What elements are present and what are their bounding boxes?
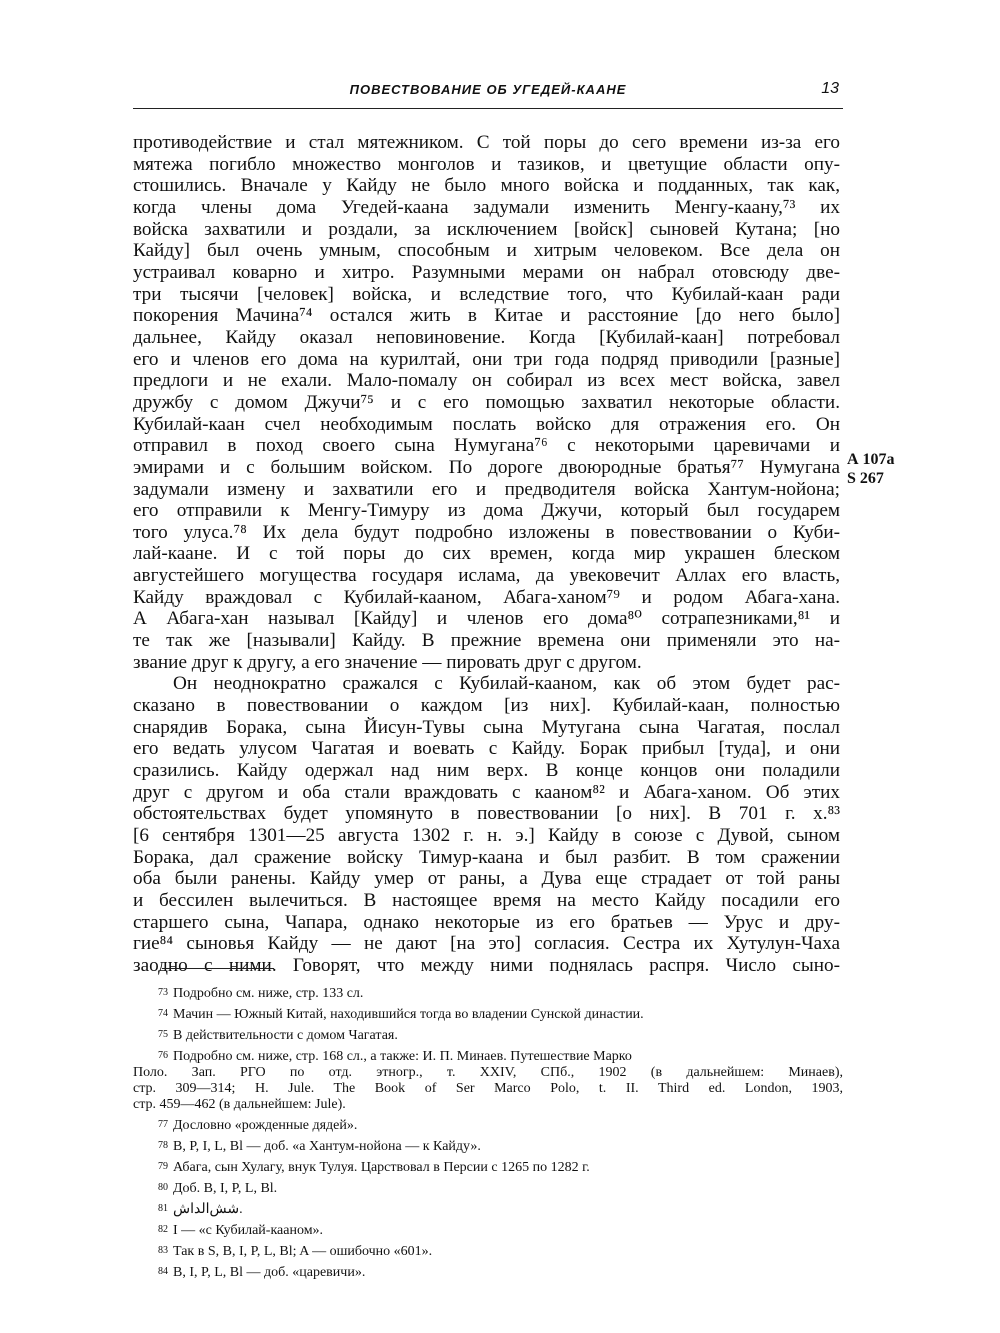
- text-line: задумали измену и захватили его и предводителя войска Хантум-нойона;: [133, 478, 840, 500]
- text-line: противодействие и стал мятежником. С той поры до сего времени из-за его: [133, 132, 840, 153]
- footnote-text: Дословно «рожденные дядей».: [173, 1118, 358, 1133]
- text-line: друг с другом и оба стали враждовать с кааном⁸² и Абага-ханом. Об этих: [133, 781, 840, 803]
- text-line: дружбу с домом Джучи⁷⁵ и с его помощью захватил некоторые области.: [133, 391, 840, 413]
- margin-note-a: А 107а: [847, 451, 895, 468]
- text-line: его отправили к Менгу-Тимуру из дома Джучи, который был государем: [133, 500, 840, 522]
- text-line: стошились. Вначале у Кайду не было много войска и подданных, так как,: [133, 175, 840, 197]
- footnote: [133, 1048, 843, 1113]
- footnotes: [133, 985, 843, 1285]
- text-line: заодно с ними. Говорят, что между ними поднялась распря. Число сыно-: [133, 954, 840, 976]
- text-line: того улуса.⁷⁸ Их дела будут подробно изложены в повествовании о Куби-: [133, 521, 840, 543]
- footnote-text: Подробно см. ниже, стр. 133 сл.: [173, 986, 364, 1001]
- running-header: [133, 78, 843, 109]
- footnote: [133, 1180, 843, 1197]
- text-line: три тысячи [человек] войска, и вследствие того, что Кубилай-каан ради: [133, 283, 840, 305]
- footnote-number: 73: [158, 987, 168, 998]
- footnote: [133, 1006, 843, 1023]
- footnote-number: 78: [158, 1140, 168, 1151]
- footnote-continuation: Поло. Зап. РГО по отд. этногр., т. XXIV, СПб., 1902 (в дальнейшем: Минаев),: [133, 1065, 843, 1080]
- footnote-text: Подробно см. ниже, стр. 168 сл., а также: И. П. Минаев. Путешествие Марко: [173, 1049, 632, 1064]
- text-line: сразились. Кайду одержал над ним верх. В конце концов они поладили: [133, 760, 840, 782]
- text-line: Кайду враждовал с Кубилай-кааном, Абага-ханом⁷⁹ и родом Абага-хана.: [133, 586, 840, 608]
- text-line: лай-каане. И с той поры до сих времен, когда мир украшен блеском: [133, 543, 840, 565]
- footnote-text: Так в S, B, I, P, L, Bl; A — ошибочно «601».: [173, 1244, 433, 1259]
- footnote-text: Абага, сын Хулагу, внук Тулуя. Царствовал в Персии с 1265 по 1282 г.: [173, 1160, 590, 1175]
- text-line: оба были ранены. Кайду умер от раны, а Дува еще страдает от той раны: [133, 868, 840, 890]
- footnote: [133, 985, 843, 1002]
- text-line: покорения Мачина⁷⁴ остался жить в Китае и расстояние [до него было]: [133, 305, 840, 327]
- text-line: эмирами и с большим войском. По дороге двоюродные братья⁷⁷ Нумугана: [133, 456, 840, 478]
- text-line: Кайду] был очень умным, способным и хитрым человеком. Все дела он: [133, 240, 840, 262]
- text-line: обстоятельствах будет упомянуто в повествовании [о них]. В 701 г. х.⁸³: [133, 803, 840, 825]
- footnote-number: 82: [158, 1224, 168, 1235]
- footnote: [133, 1264, 843, 1281]
- footnote: [133, 1027, 843, 1044]
- footnote-text: В действительности с домом Чагатая.: [173, 1028, 398, 1043]
- footnote-number: 74: [158, 1008, 168, 1019]
- running-title: ПОВЕСТВОВАНИЕ ОБ УГЕДЕЙ-КААНЕ: [349, 82, 627, 97]
- text-line: войска захватили и роздали, за исключением [войск] сыновей Кутана; [но: [133, 218, 840, 240]
- page-number: 13: [821, 80, 839, 97]
- text-line: Он неоднократно сражался с Кубилай-кааном, как об этом будет рас-: [173, 673, 840, 695]
- text-line: сказано в повествовании о каждом [из них]. Кубилай-каан, полностью: [133, 695, 840, 717]
- footnote-number: 79: [158, 1161, 168, 1172]
- footnote-number: 76: [158, 1050, 168, 1061]
- footnote: [133, 1243, 843, 1260]
- text-line: дальнее, Кайду оказал неповиновение. Когда [Кубилай-каан] потребовал: [133, 326, 840, 348]
- text-line: предлоги и не ехали. Мало-помалу он собирал из всех мест войска, завел: [133, 370, 840, 392]
- text-line: устраивал коварно и хитро. Разумными мерами он набрал отовсюду две-: [133, 261, 840, 283]
- footnote-number: 75: [158, 1029, 168, 1040]
- text-line: когда члены дома Угедей-каана задумали изменить Менгу-каану,⁷³ их: [133, 196, 840, 218]
- text-line: снарядив Борака, сына Йисун-Тувы сына Мутугана сына Чагатая, послал: [133, 716, 840, 738]
- footnote: [133, 1222, 843, 1239]
- text-line: те так же [называли] Кайду. В прежние времена они применяли это на-: [133, 630, 840, 652]
- margin-note-s: S 267: [847, 470, 884, 487]
- text-line: его и членов его дома на курилтай, они три года подряд приводили [разные]: [133, 348, 840, 370]
- footnote-text: Мачин — Южный Китай, находившийся тогда во владении Сунской династии.: [173, 1007, 644, 1022]
- text-line: его ведать улусом Чагатая и воевать с Кайду. Борак прибыл [туда], и они: [133, 738, 840, 760]
- footnote-divider: [162, 968, 274, 969]
- footnote: [133, 1201, 843, 1218]
- footnote: [133, 1159, 843, 1176]
- text-line: Борака, дал сражение войску Тимур-каана и был разбит. В том сражении: [133, 846, 840, 868]
- footnote-number: 80: [158, 1182, 168, 1193]
- text-line: [6 сентября 1301—25 августа 1302 г. н. э.] Кайду в союзе с Дувой, сыном: [133, 825, 840, 846]
- footnote: [133, 1138, 843, 1155]
- text-line: гие⁸⁴ сыновья Кайду — не дают [на это] согласия. Сестра их Хутулун-Чаха: [133, 933, 840, 955]
- footnote-number: 81: [158, 1203, 168, 1214]
- footnote: [133, 1117, 843, 1134]
- footnote-number: 83: [158, 1245, 168, 1256]
- footnote-text: B, P, I, L, Bl — доб. «а Хантум-нойона — к Кайду».: [173, 1139, 481, 1154]
- text-line: и бессилен вылечиться. В настоящее время на место Кайду посадили его: [133, 889, 840, 911]
- text-line: мятежа погибло множество монголов и тазиков, и цветущие области опу-: [133, 153, 840, 175]
- text-line: Кубилай-каан счел необходимым послать войско для отражения его. Он: [133, 413, 840, 435]
- footnote-continuation: стр. 459—462 (в дальнейшем: Jule).: [133, 1097, 346, 1112]
- text-line: августейшего могущества государя ислама, да увековечит Аллах его власть,: [133, 565, 840, 587]
- footnote-text: I — «с Кубилай-кааном».: [173, 1223, 324, 1238]
- footnote-number: 84: [158, 1266, 168, 1277]
- footnote-text: B, I, P, L, Bl — доб. «царевичи».: [173, 1265, 366, 1280]
- footnote-continuation: стр. 309—314; H. Jule. The Book of Ser Marco Polo, t. II. Third ed. London, 1903,: [133, 1081, 843, 1096]
- footnote-number: 77: [158, 1119, 168, 1130]
- text-line: старшего сына, Чапара, однако некоторые из его братьев — Урус и дру-: [133, 911, 840, 933]
- text-line: звание друг к другу, а его значение — пировать друг с другом.: [133, 651, 642, 673]
- footnote-text: Доб. B, I, P, L, Bl.: [173, 1181, 278, 1196]
- text-line: отправил в поход своего сына Нумугана⁷⁶ с некоторыми царевичами и: [133, 435, 840, 457]
- body-text: [133, 132, 840, 977]
- text-line: А Абага-хан называл [Кайду] и членов его дома⁸⁰ сотрапезниками,⁸¹ и: [133, 608, 840, 630]
- footnote-text: شش‌الداش.: [173, 1202, 243, 1217]
